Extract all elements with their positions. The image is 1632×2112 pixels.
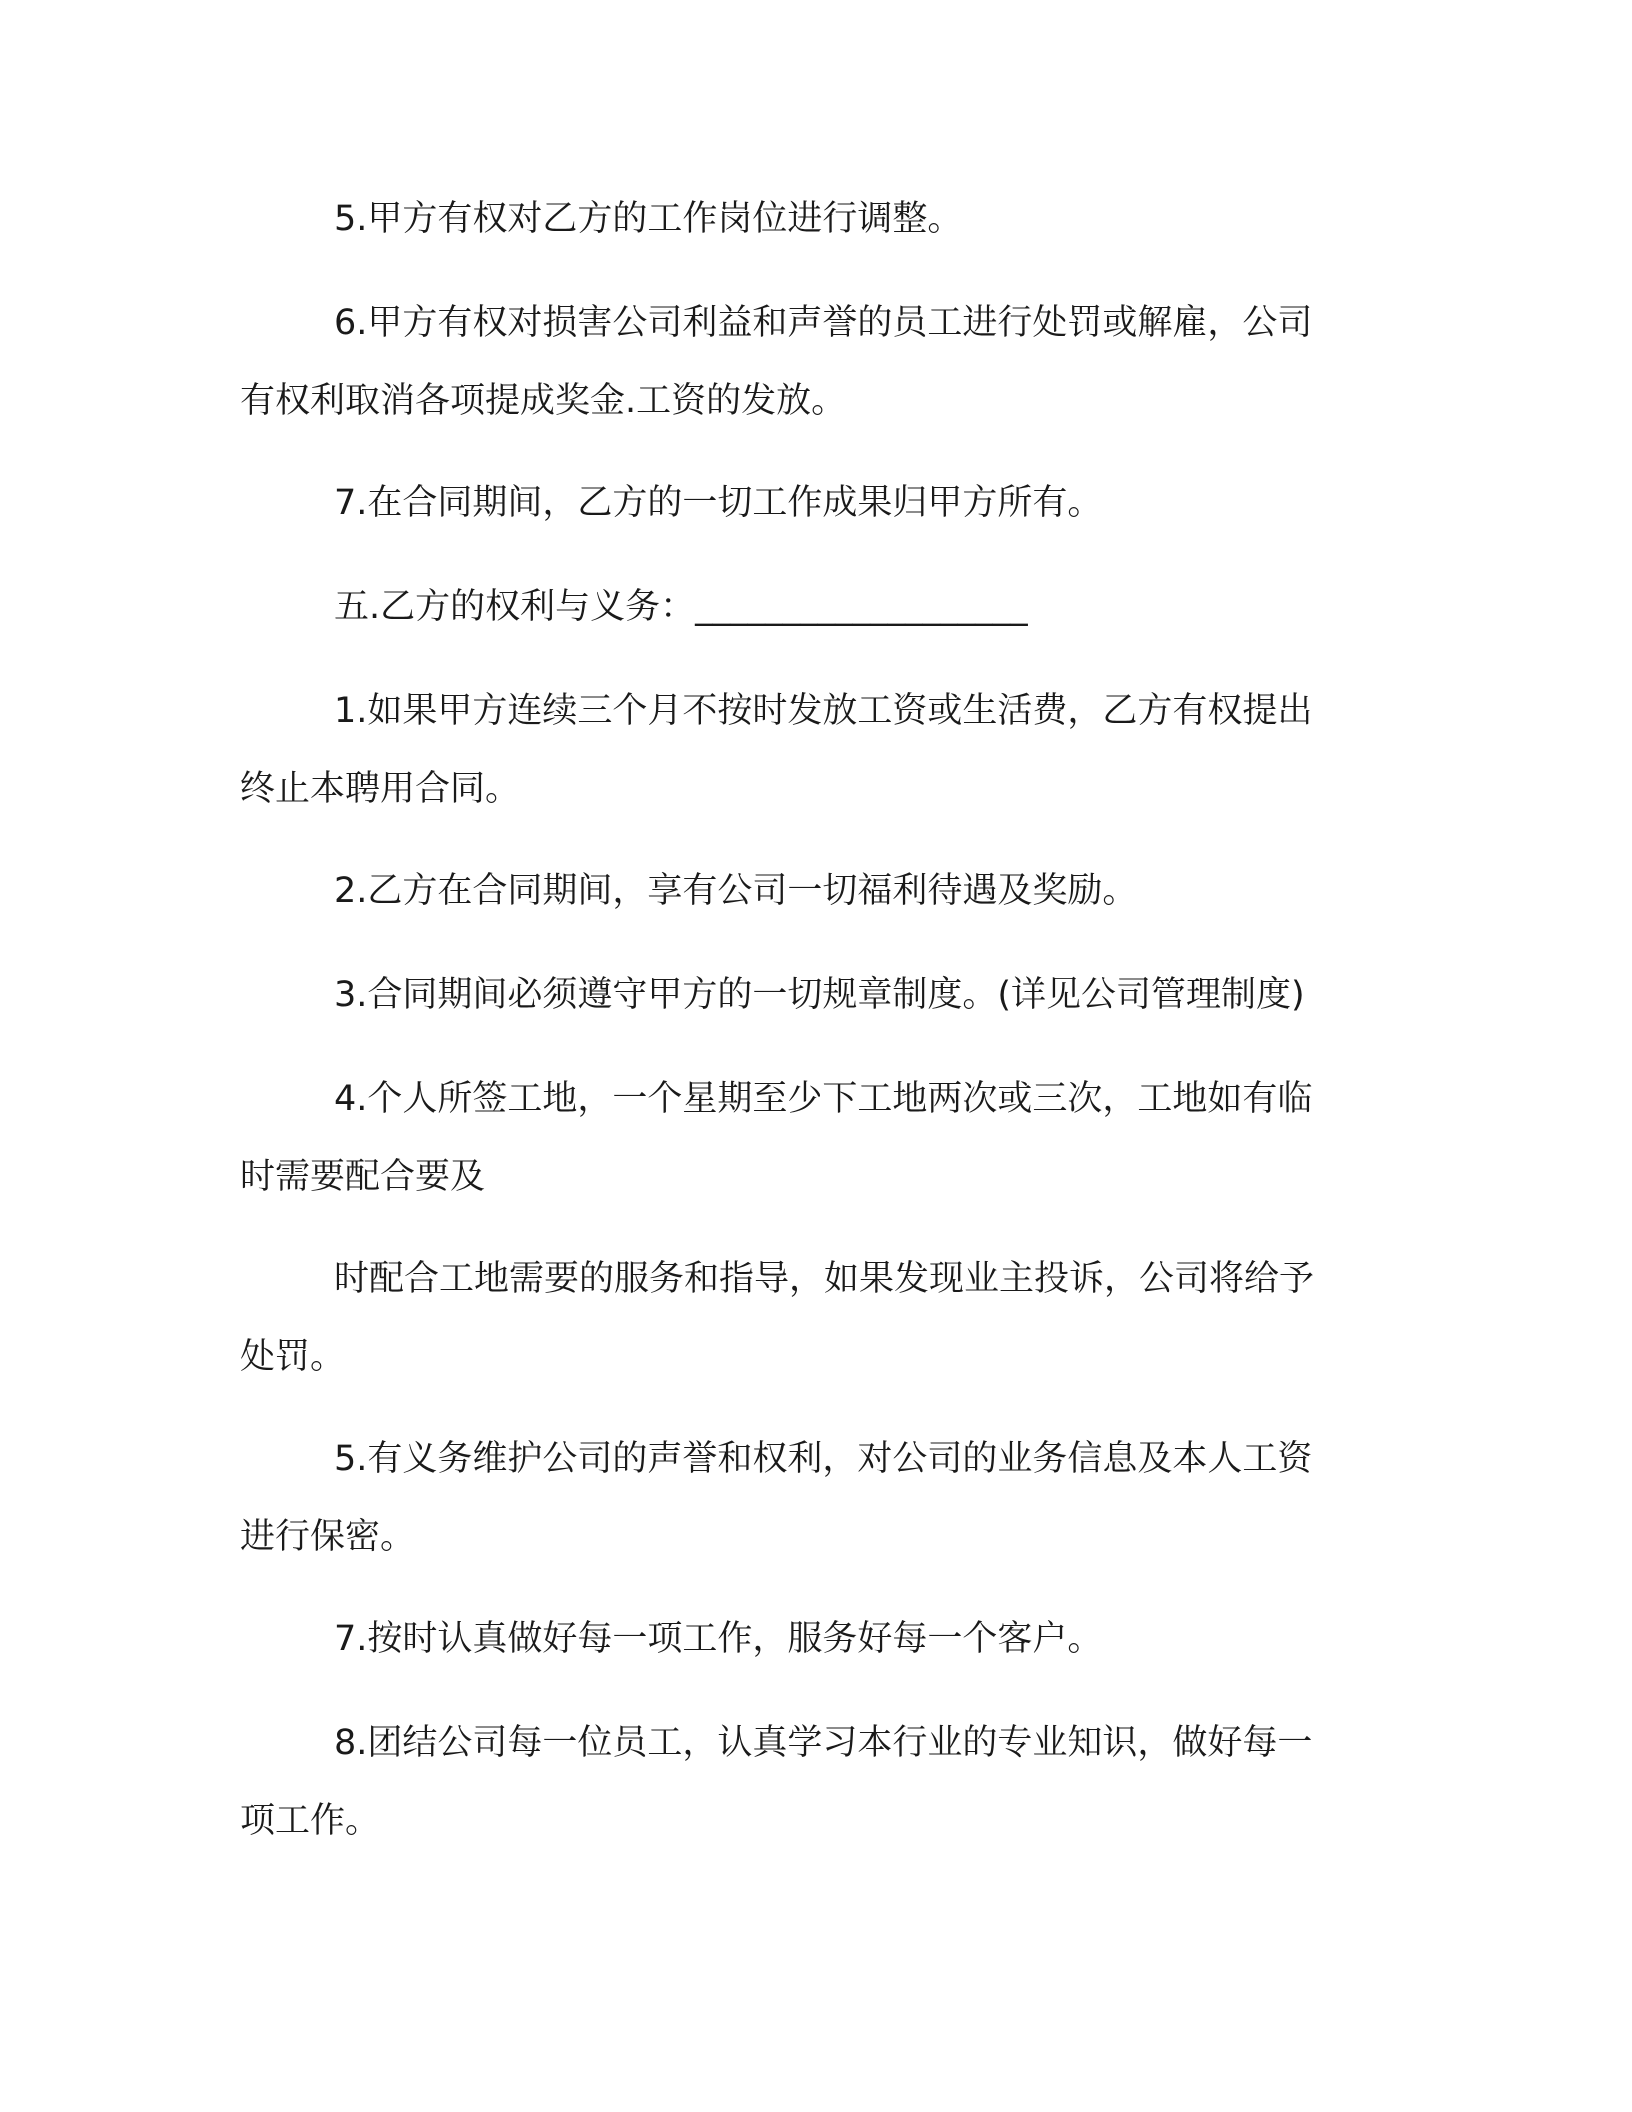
paragraph-line: 时需要配合要及: [240, 1157, 486, 1197]
paragraph-2: [240, 284, 1365, 440]
paragraph-12: [240, 1704, 1365, 1860]
paragraph-line: 5.有义务维护公司的声誉和权利，对公司的业务信息及本人工资: [334, 1439, 1313, 1479]
paragraph-1: [240, 180, 1365, 258]
paragraph-line: 3.合同期间必须遵守甲方的一切规章制度。(详见公司管理制度): [334, 975, 1305, 1015]
paragraph-line: 7.按时认真做好每一项工作，服务好每一个客户。: [334, 1619, 1103, 1659]
paragraph-line: 项工作。: [240, 1801, 381, 1841]
paragraph-line: 1.如果甲方连续三个月不按时发放工资或生活费，乙方有权提出: [334, 691, 1313, 731]
paragraph-3: [240, 464, 1365, 542]
paragraph-5: [240, 672, 1365, 828]
paragraph-6: [240, 852, 1365, 930]
paragraph-line: 8.团结公司每一位员工，认真学习本行业的专业知识，做好每一: [334, 1723, 1313, 1763]
paragraph-9: [240, 1240, 1365, 1396]
paragraph-line: 有权利取消各项提成奖金.工资的发放。: [240, 381, 847, 421]
paragraph-line: 6.甲方有权对损害公司利益和声誉的员工进行处罚或解雇，公司: [334, 303, 1313, 343]
paragraph-line: 4.个人所签工地，一个星期至少下工地两次或三次，工地如有临: [334, 1079, 1313, 1119]
paragraph-line: 5.甲方有权对乙方的工作岗位进行调整。: [334, 199, 963, 239]
paragraph-line: 2.乙方在合同期间，享有公司一切福利待遇及奖励。: [334, 871, 1138, 911]
paragraph-line: 时配合工地需要的服务和指导，如果发现业主投诉，公司将给予: [334, 1259, 1315, 1299]
paragraph-11: [240, 1600, 1365, 1678]
paragraph-10: [240, 1420, 1365, 1576]
paragraph-line: 7.在合同期间，乙方的一切工作成果归甲方所有。: [334, 483, 1103, 523]
paragraph-line: 终止本聘用合同。: [240, 769, 521, 809]
paragraph-7: [240, 956, 1365, 1034]
paragraph-8: [240, 1060, 1365, 1216]
section-heading: [240, 568, 1365, 646]
paragraph-line: 处罚。: [240, 1337, 346, 1377]
paragraph-line: 五.乙方的权利与义务：___________________: [334, 587, 1028, 627]
paragraph-line: 进行保密。: [240, 1517, 416, 1557]
